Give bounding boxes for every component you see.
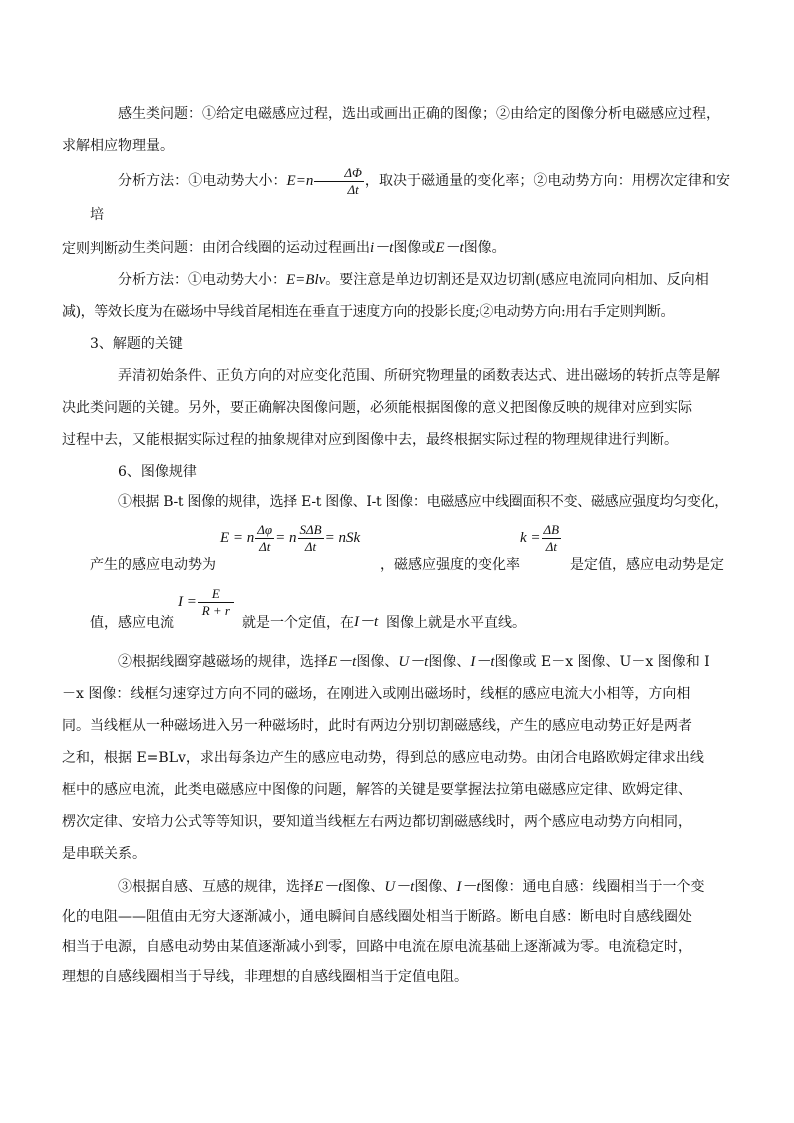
it-graph-label: I－t: [456, 879, 481, 895]
fraction-denominator: Δt: [545, 539, 557, 554]
text-line: 定则判断。: [62, 241, 132, 258]
paragraph-rule-1-line-1: [90, 486, 730, 518]
formula-rhs: = nSk: [324, 529, 361, 546]
formula-lhs: k =: [520, 529, 541, 546]
text-line: 是串联关系。: [62, 846, 146, 862]
text-segment: ②根据线圈穿越磁场的规律，选择: [118, 654, 328, 670]
paragraph-rule-1-line-2: [90, 520, 730, 580]
section-heading-graph-rules: 6、图像规律: [118, 464, 197, 480]
text-line: 减)，等效长度为在磁场中导线首尾相连在垂直于速度方向的投影长度;②电动势方向:用右手定则判断。: [62, 304, 675, 320]
formula-lhs: E = n: [220, 529, 255, 546]
text-line: 相当于电源，自感电动势由某值逐渐减小到零，回路中电流在原电流基础上逐渐减为零。电流稳定时，: [62, 939, 692, 955]
text-segment: ，取决于磁通量的变化率；②电动势方向：用楞次定律和安培: [90, 173, 731, 224]
et-graph-label: E－t: [435, 240, 464, 256]
fraction-denominator: R + r: [201, 603, 230, 618]
text-segment: 分析方法：①电动势大小：: [118, 272, 286, 288]
rate-formula: [520, 522, 562, 555]
blv-formula: E=Blv: [286, 272, 326, 288]
text-segment: 值，感应电流: [90, 615, 174, 631]
text-line: 求解相应物理量。: [62, 138, 174, 154]
text-line: －x 图像：线框匀速穿过方向不同的磁场，在刚进入或刚出磁场时，线框的感应电流大小相等，方向相: [62, 686, 691, 702]
formula-lhs: I =: [178, 593, 197, 610]
text-line: 感生类问题：①给定电磁感应过程，选出或画出正确的图像；②由给定的图像分析电磁感应过程，: [118, 106, 720, 122]
text-line: 同。当线框从一种磁场进入另一种磁场时，此时有两边分别切割磁感线，产生的感应电动势正好是两者: [62, 718, 692, 734]
current-formula: [178, 586, 235, 619]
text-segment: 图像、: [356, 654, 399, 670]
fraction-db-dt: [542, 522, 562, 555]
text-segment: 动生类问题：由闭合线圈的运动过程画出: [118, 240, 370, 256]
it-graph-label: i－t: [370, 240, 394, 256]
paragraph-induced-problems: [62, 98, 730, 162]
text-segment: 图像或: [393, 240, 436, 256]
it-graph-label: I－t: [354, 614, 379, 630]
text-line: 过程中去，又能根据实际过程的抽象规律对应到图像中去，最终根据实际过程的物理规律进行判断。: [62, 432, 678, 448]
fraction-denominator: Δt: [259, 539, 271, 554]
text-line: ①根据 B-t 图像的规律，选择 E-t 图像、I-t 图像：电磁感应中线圈面积不变、磁感应强度均匀变化，: [118, 494, 728, 510]
text-segment: 图像：通电自感：线圈相当于一个变: [480, 879, 705, 895]
fraction-denominator: Δt: [304, 539, 317, 554]
it-graph-label: I－t: [470, 654, 495, 670]
text-line: 之和，根据 E=BLv，求出每条边产生的感应电动势，得到总的感应电动势。由闭合电路欧姆定律求出线: [62, 750, 704, 766]
emf-expansion-formula: [220, 522, 360, 555]
fraction-numerator: E: [198, 586, 234, 603]
text-segment: 图像、: [414, 879, 457, 895]
text-line: 决此类问题的关键。另外，要正确解决图像问题，必须能根据图像的意义把图像反映的规律对应到实际: [62, 400, 692, 416]
fraction-numerator: ΔB: [543, 522, 560, 537]
et-graph-label: E－t: [314, 879, 343, 895]
ut-graph-label: U－t: [384, 879, 415, 895]
fraction-numerator: ΔΦ: [314, 165, 364, 182]
fraction-denominator: Δt: [347, 182, 359, 198]
fraction-sdb-dt: [298, 522, 324, 555]
text-line: 框中的感应电流，此类电磁感应中图像的问题，解答的关键是要掌握法拉第电磁感应定律、欧姆定律、: [62, 782, 692, 798]
text-segment: ，磁感应强度的变化率: [380, 557, 520, 573]
paragraph-rule-1-line-3: [90, 586, 730, 636]
text-segment: 分析方法：①电动势大小：: [118, 173, 287, 189]
text-line: 理想的自感线圈相当于导线，非理想的自感线圈相当于定值电阻。: [62, 969, 468, 985]
text-segment: 。要注意是单边切割还是双边切割(感应电流同向相加、反向相: [325, 272, 709, 288]
section-heading-key: 3、解题的关键: [90, 336, 183, 352]
paragraph-rule-3: [62, 872, 730, 992]
text-segment: 图像、: [342, 879, 385, 895]
fraction-dphi-dt: [255, 522, 274, 555]
text-segment: 产生的感应电动势为: [90, 557, 216, 573]
text-segment: ③根据自感、互感的规律，选择: [118, 879, 314, 895]
text-segment: 就是一个定值，在: [242, 615, 354, 631]
fraction-numerator: SΔB: [299, 522, 322, 537]
formula-mid: = n: [275, 529, 297, 546]
text-segment: 是定值，感应电动势是定: [570, 557, 724, 573]
et-graph-label: E－t: [328, 654, 357, 670]
formula-lhs: E=n: [286, 173, 314, 189]
paragraph-key-points: [62, 360, 730, 456]
text-segment: 图像。: [463, 240, 506, 256]
ut-graph-label: U－t: [398, 654, 429, 670]
text-line: 楞次定律、安培力公式等等知识，要知道当线框左右两边都切割磁感线时，两个感应电动势方向相同，: [62, 814, 692, 830]
text-segment: 图像、: [428, 654, 471, 670]
paragraph-motional-problems: [90, 232, 730, 264]
text-line: 弄清初始条件、正负方向的对应变化范围、所研究物理量的函数表达式、进出磁场的转折点等是解: [118, 368, 720, 384]
fraction-e-over-rr: [198, 586, 234, 619]
text-segment: 图像或 E－x 图像、U－x 图像和 I: [494, 654, 710, 670]
fraction: [314, 165, 364, 198]
text-segment: 图像上就是水平直线。: [386, 615, 526, 631]
paragraph-analysis-method-2: [62, 264, 730, 328]
text-line: 化的电阻——阻值由无穷大逐渐减小，通电瞬间自感线圈处相当于断路。断电自感：断电时自感线圈处: [62, 909, 692, 925]
fraction-numerator: Δφ: [257, 522, 273, 537]
paragraph-rule-2: [62, 646, 730, 870]
